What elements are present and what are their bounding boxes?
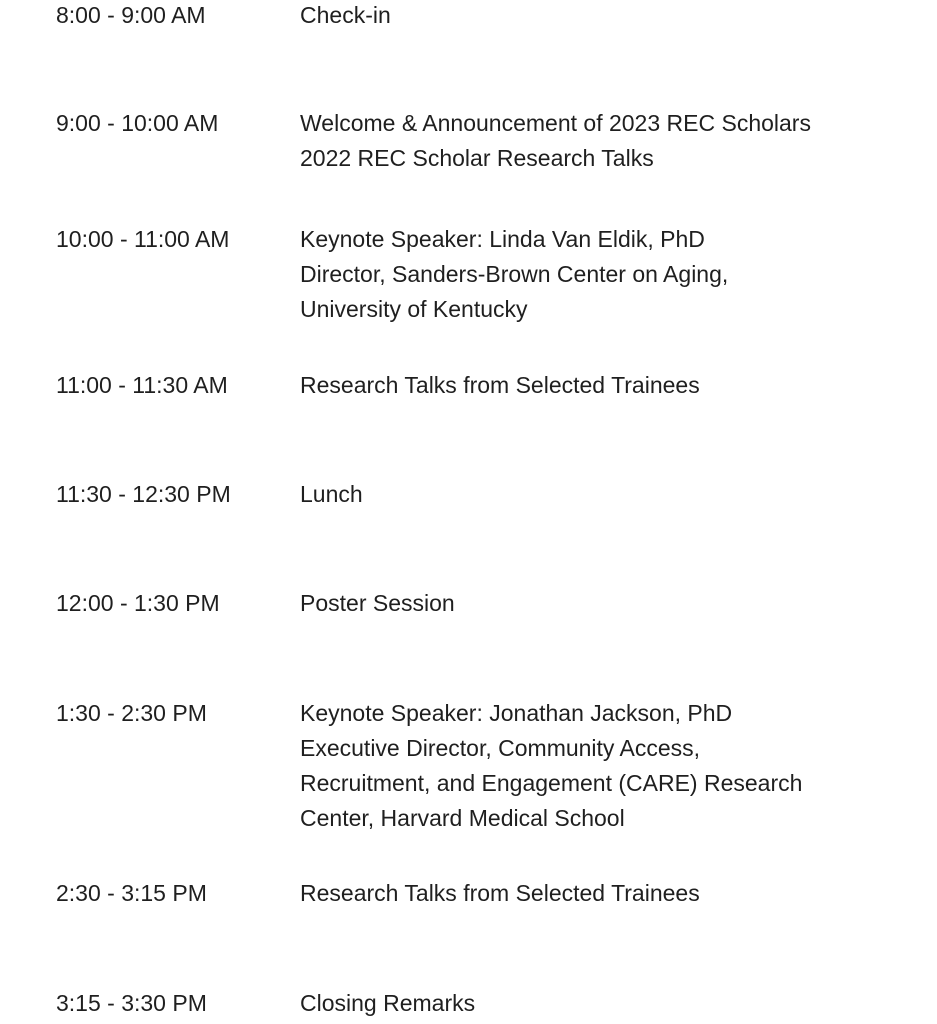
session-time: 1:30 - 2:30 PM (56, 700, 207, 726)
session-title: Lunch (300, 481, 363, 507)
session-detail: Executive Director, Community Access, (300, 735, 701, 761)
session-description (300, 222, 920, 327)
session-title: Poster Session (300, 590, 455, 616)
session-detail: Recruitment, and Engagement (CARE) Research (300, 770, 803, 796)
session-time: 3:15 - 3:30 PM (56, 990, 207, 1016)
session-time: 11:30 - 12:30 PM (56, 481, 231, 507)
session-description (300, 876, 920, 911)
session-description (300, 586, 920, 621)
session-title: Closing Remarks (300, 990, 476, 1016)
session-time: 11:00 - 11:30 AM (56, 372, 228, 398)
session-description (300, 368, 920, 403)
session-title: Check-in (300, 2, 391, 28)
session-time: 9:00 - 10:00 AM (56, 110, 219, 136)
session-detail: Center, Harvard Medical School (300, 805, 625, 831)
session-description (300, 986, 920, 1021)
session-title: Research Talks from Selected Trainees (300, 880, 700, 906)
session-title: Welcome & Announcement of 2023 REC Scholars (300, 110, 811, 136)
session-title: Keynote Speaker: Jonathan Jackson, PhD (300, 700, 733, 726)
session-title: Keynote Speaker: Linda Van Eldik, PhD (300, 226, 705, 252)
session-time: 10:00 - 11:00 AM (56, 226, 230, 252)
session-description (300, 477, 920, 512)
session-detail: University of Kentucky (300, 296, 528, 322)
session-title: Research Talks from Selected Trainees (300, 372, 700, 398)
session-description (300, 696, 920, 836)
session-detail: Director, Sanders-Brown Center on Aging, (300, 261, 729, 287)
session-time: 2:30 - 3:15 PM (56, 880, 207, 906)
session-description (300, 106, 920, 176)
session-time: 8:00 - 9:00 AM (56, 2, 206, 28)
session-description (300, 0, 920, 33)
session-time: 12:00 - 1:30 PM (56, 590, 220, 616)
session-detail: 2022 REC Scholar Research Talks (300, 145, 654, 171)
